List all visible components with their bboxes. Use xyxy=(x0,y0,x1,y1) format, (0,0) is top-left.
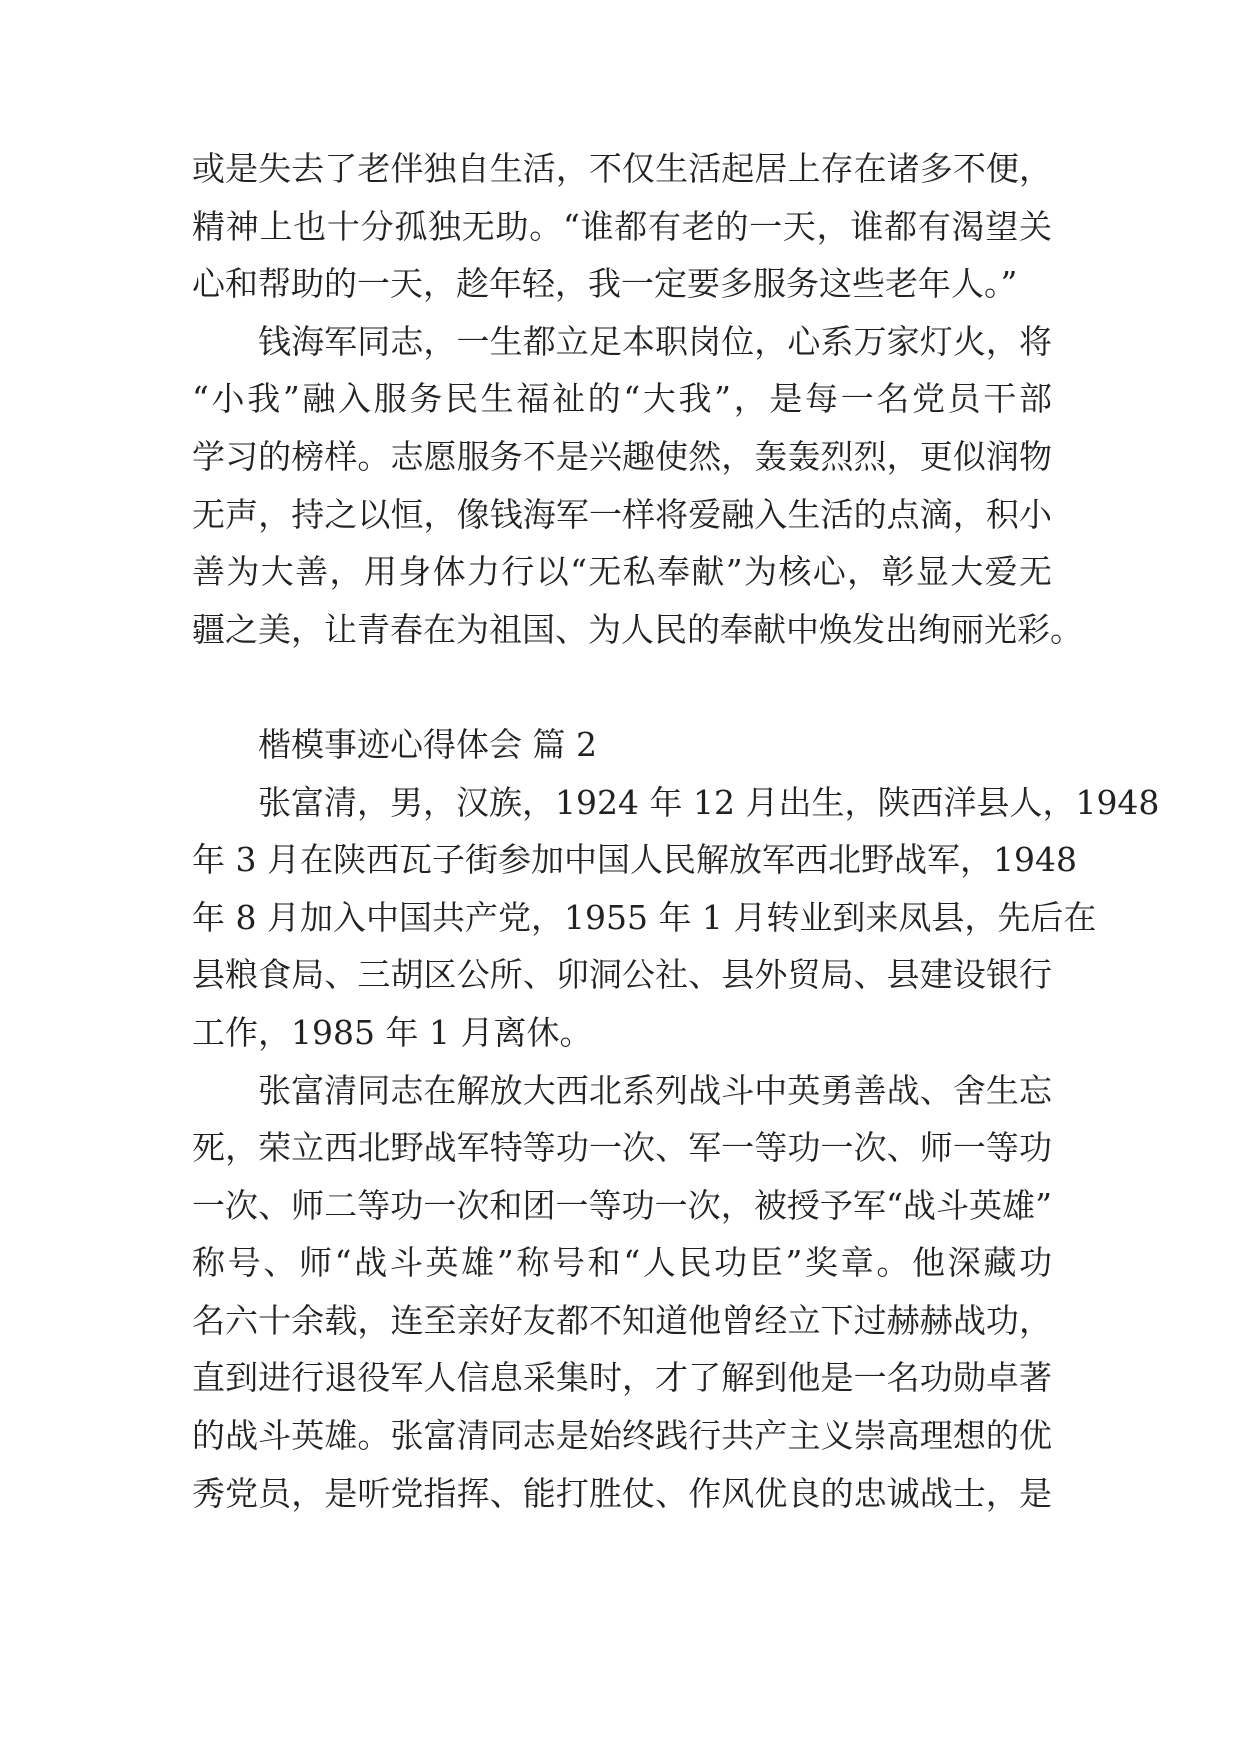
document-page xyxy=(192,140,1160,1522)
section-heading: 楷模事迹心得体会 篇 2 xyxy=(258,724,597,764)
text-line: 名六十余载，连至亲好友都不知道他曾经立下过赫赫战功， xyxy=(192,1300,1052,1340)
text-line: 心和帮助的一天，趁年轻，我一定要多服务这些老年人。” xyxy=(192,264,1018,304)
paragraph-4 xyxy=(192,1062,1052,1523)
text-line: 善为大善，用身体力行以“无私奉献”为核心，彰显大爱无 xyxy=(192,552,1052,592)
text-line: 直到进行退役军人信息采集时，才了解到他是一名功勋卓著 xyxy=(192,1358,1052,1398)
text-line: 一次、师二等功一次和团一等功一次，被授予军“战斗英雄” xyxy=(192,1185,1052,1225)
text-line: 学习的榜样。志愿服务不是兴趣使然，轰轰烈烈，更似润物 xyxy=(192,436,1052,476)
paragraph-gap xyxy=(192,658,1052,716)
text-line: 精神上也十分孤独无助。“谁都有老的一天，谁都有渴望关 xyxy=(192,206,1052,246)
text-line: 县粮食局、三胡区公所、卯洞公社、县外贸局、县建设银行 xyxy=(192,955,1052,995)
text-line: 或是失去了老伴独自生活，不仅生活起居上存在诸多不便， xyxy=(192,149,1052,188)
text-line: 年 8 月加入中国共产党，1955 年 1 月转业到来凤县，先后在 xyxy=(192,897,1097,937)
text-line: 称号、师“战斗英雄”称号和“人民功臣”奖章。他深藏功 xyxy=(192,1243,1052,1283)
text-line: 死，荣立西北野战军特等功一次、军一等功一次、师一等功 xyxy=(192,1128,1052,1168)
paragraph-2 xyxy=(192,313,1083,659)
paragraph-3 xyxy=(192,774,1160,1062)
text-line: 疆之美，让青春在为祖国、为人民的奉献中焕发出绚丽光彩。 xyxy=(192,609,1083,649)
text-line: 秀党员，是听党指挥、能打胜仗、作风优良的忠诚战士，是 xyxy=(192,1473,1052,1513)
text-line: 张富清，男，汉族，1924 年 12 月出生，陕西洋县人，1948 xyxy=(258,782,1160,822)
text-line: 工作，1985 年 1 月离休。 xyxy=(192,1012,593,1052)
text-line: 钱海军同志，一生都立足本职岗位，心系万家灯火，将 xyxy=(258,321,1052,361)
text-line: “小我”融入服务民生福祉的“大我”，是每一名党员干部 xyxy=(192,379,1052,419)
text-line: 的战斗英雄。张富清同志是始终践行共产主义崇高理想的优 xyxy=(192,1416,1052,1456)
text-line: 无声，持之以恒，像钱海军一样将爱融入生活的点滴，积小 xyxy=(192,494,1052,534)
text-line: 年 3 月在陕西瓦子街参加中国人民解放军西北野战军，1948 xyxy=(192,840,1077,880)
paragraph-1 xyxy=(192,140,1052,313)
text-line: 张富清同志在解放大西北系列战斗中英勇善战、舍生忘 xyxy=(258,1070,1052,1110)
